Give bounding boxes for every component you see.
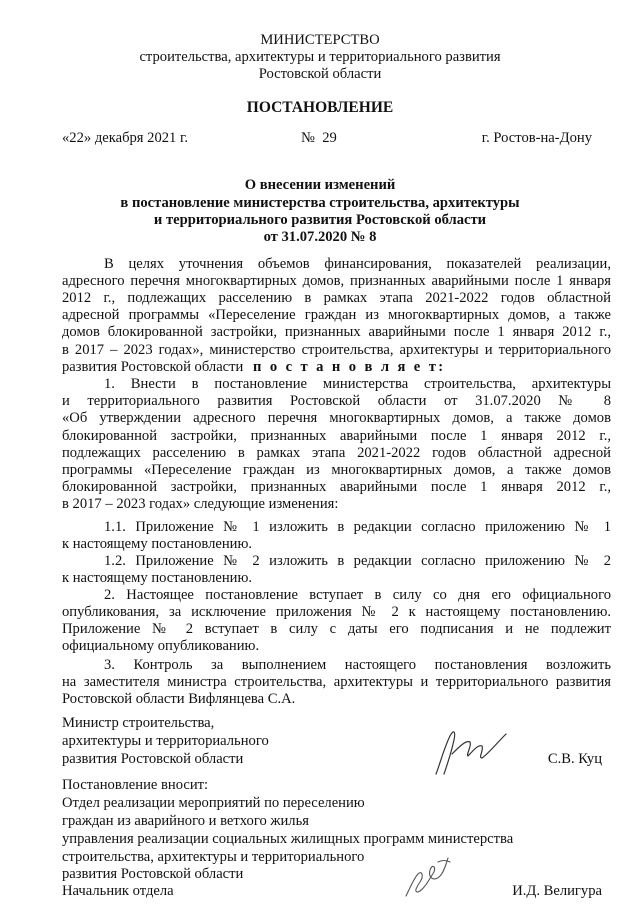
item1-line: в 2017 – 2023 годах» следующие изменения: [62, 496, 339, 512]
item1-line: подлежащих расселению в рамках этапа 2021-2022 годов областной адресной [62, 445, 611, 461]
item1-line: и территориального развития Ростовской области от 31.07.2020 № 8 [62, 393, 611, 409]
item2-line: Приложение № 2 вступает в силу с даты его подписания и не подлежит [62, 621, 611, 637]
body-line: адресного перечня многоквартирных домов, признанных аварийными после 1 января [62, 273, 611, 289]
body-line [62, 358, 446, 376]
signatory-title-line: архитектуры и территориального [62, 733, 269, 749]
submitter-line: управления реализации социальных жилищных программ министерства [62, 831, 514, 847]
item2-line: официальному опубликованию. [62, 638, 260, 654]
submitter-line: строительства, архитектуры и территориального [62, 849, 365, 865]
item1-line: блокированной застройки, признанных аварийными после 1 января 2012 г., [62, 428, 611, 444]
item3-line: 3. Контроль за выполнением настоящего постановления возложить [104, 657, 611, 673]
item1-line: блокированной застройки, признанных аварийными после 1 января 2012 г., [62, 479, 611, 495]
item2-line: 2. Настоящее постановление вступает в силу со дня его официального [104, 587, 611, 603]
body-line: домов блокированной застройки, признанных аварийными после 1 января 2012 г., [62, 324, 611, 340]
minister-signature [426, 724, 512, 780]
item1-line: 1. Внести в постановление министерства строительства, архитектуры [104, 376, 611, 392]
ministry-dept-line2: Ростовской области [258, 66, 382, 82]
submitter-line: Отдел реализации мероприятий по переселению [62, 795, 365, 811]
item1-line: «Об утверждении адресного перечня многоквартирных домов, а также домов [62, 410, 611, 426]
title-line: в постановление министерства строительства, архитектуры [120, 195, 520, 211]
signatory-title-line: Министр строительства, [62, 715, 215, 731]
document-type: ПОСТАНОВЛЕНИЕ [246, 99, 394, 116]
document-number: № 29 [301, 130, 337, 146]
title-line: от 31.07.2020 № 8 [263, 229, 377, 245]
item2-line: опубликования, за исключение приложения № 2 к настоящему постановлению. [62, 604, 611, 620]
body-line: В целях уточнения объемов финансирования, показателей реализации, [104, 256, 611, 272]
item3-line: Ростовской области Вифлянцева С.А. [62, 691, 296, 707]
item1-2-line: 1.2. Приложение № 2 изложить в редакции согласно приложению № 2 [104, 553, 611, 569]
item3-line: на заместителя министра строительства, архитектуры и территориального развития [62, 674, 611, 690]
submitter-line: граждан из аварийного и ветхого жилья [62, 813, 309, 829]
item1-1-line: к настоящему постановлению. [62, 536, 253, 552]
signatory-title-line: развития Ростовской области [62, 751, 244, 767]
intro-last-text: развития Ростовской области [62, 359, 244, 375]
ministry-heading: МИНИСТЕРСТВО [260, 32, 380, 48]
item1-line: программы «Переселение граждан из многоквартирных домов, а также домов [62, 462, 611, 478]
item1-2-line: к настоящему постановлению. [62, 570, 253, 586]
document-city: г. Ростов-на-Дону [481, 130, 592, 146]
body-line: в 2017 – 2023 годах», министерство строительства, архитектуры и территориального [62, 342, 611, 358]
title-line: О внесении изменений [244, 177, 396, 193]
body-line: адресной программы «Переселение граждан из многоквартирных домов, а также [62, 307, 611, 323]
item1-1-line: 1.1. Приложение № 1 изложить в редакции согласно приложению № 1 [104, 519, 611, 535]
submitter-line: Начальник отдела [62, 883, 174, 899]
title-line: и территориального развития Ростовской области [153, 212, 487, 228]
document-date: «22» декабря 2021 г. [62, 130, 188, 146]
signatory-name: С.В. Куц [547, 751, 602, 767]
ministry-dept-line1: строительства, архитектуры и территориального развития [139, 49, 501, 65]
department-head-signature [400, 852, 456, 902]
submitter-name: И.Д. Велигура [512, 883, 602, 899]
submitter-line: Постановление вносит: [62, 777, 209, 793]
submitter-line: развития Ростовской области [62, 866, 244, 882]
body-line: 2012 г., подлежащих расселению в рамках этапа 2021-2022 годов областной [62, 290, 611, 306]
decree-word: п о с т а н о в л я е т: [253, 359, 446, 375]
